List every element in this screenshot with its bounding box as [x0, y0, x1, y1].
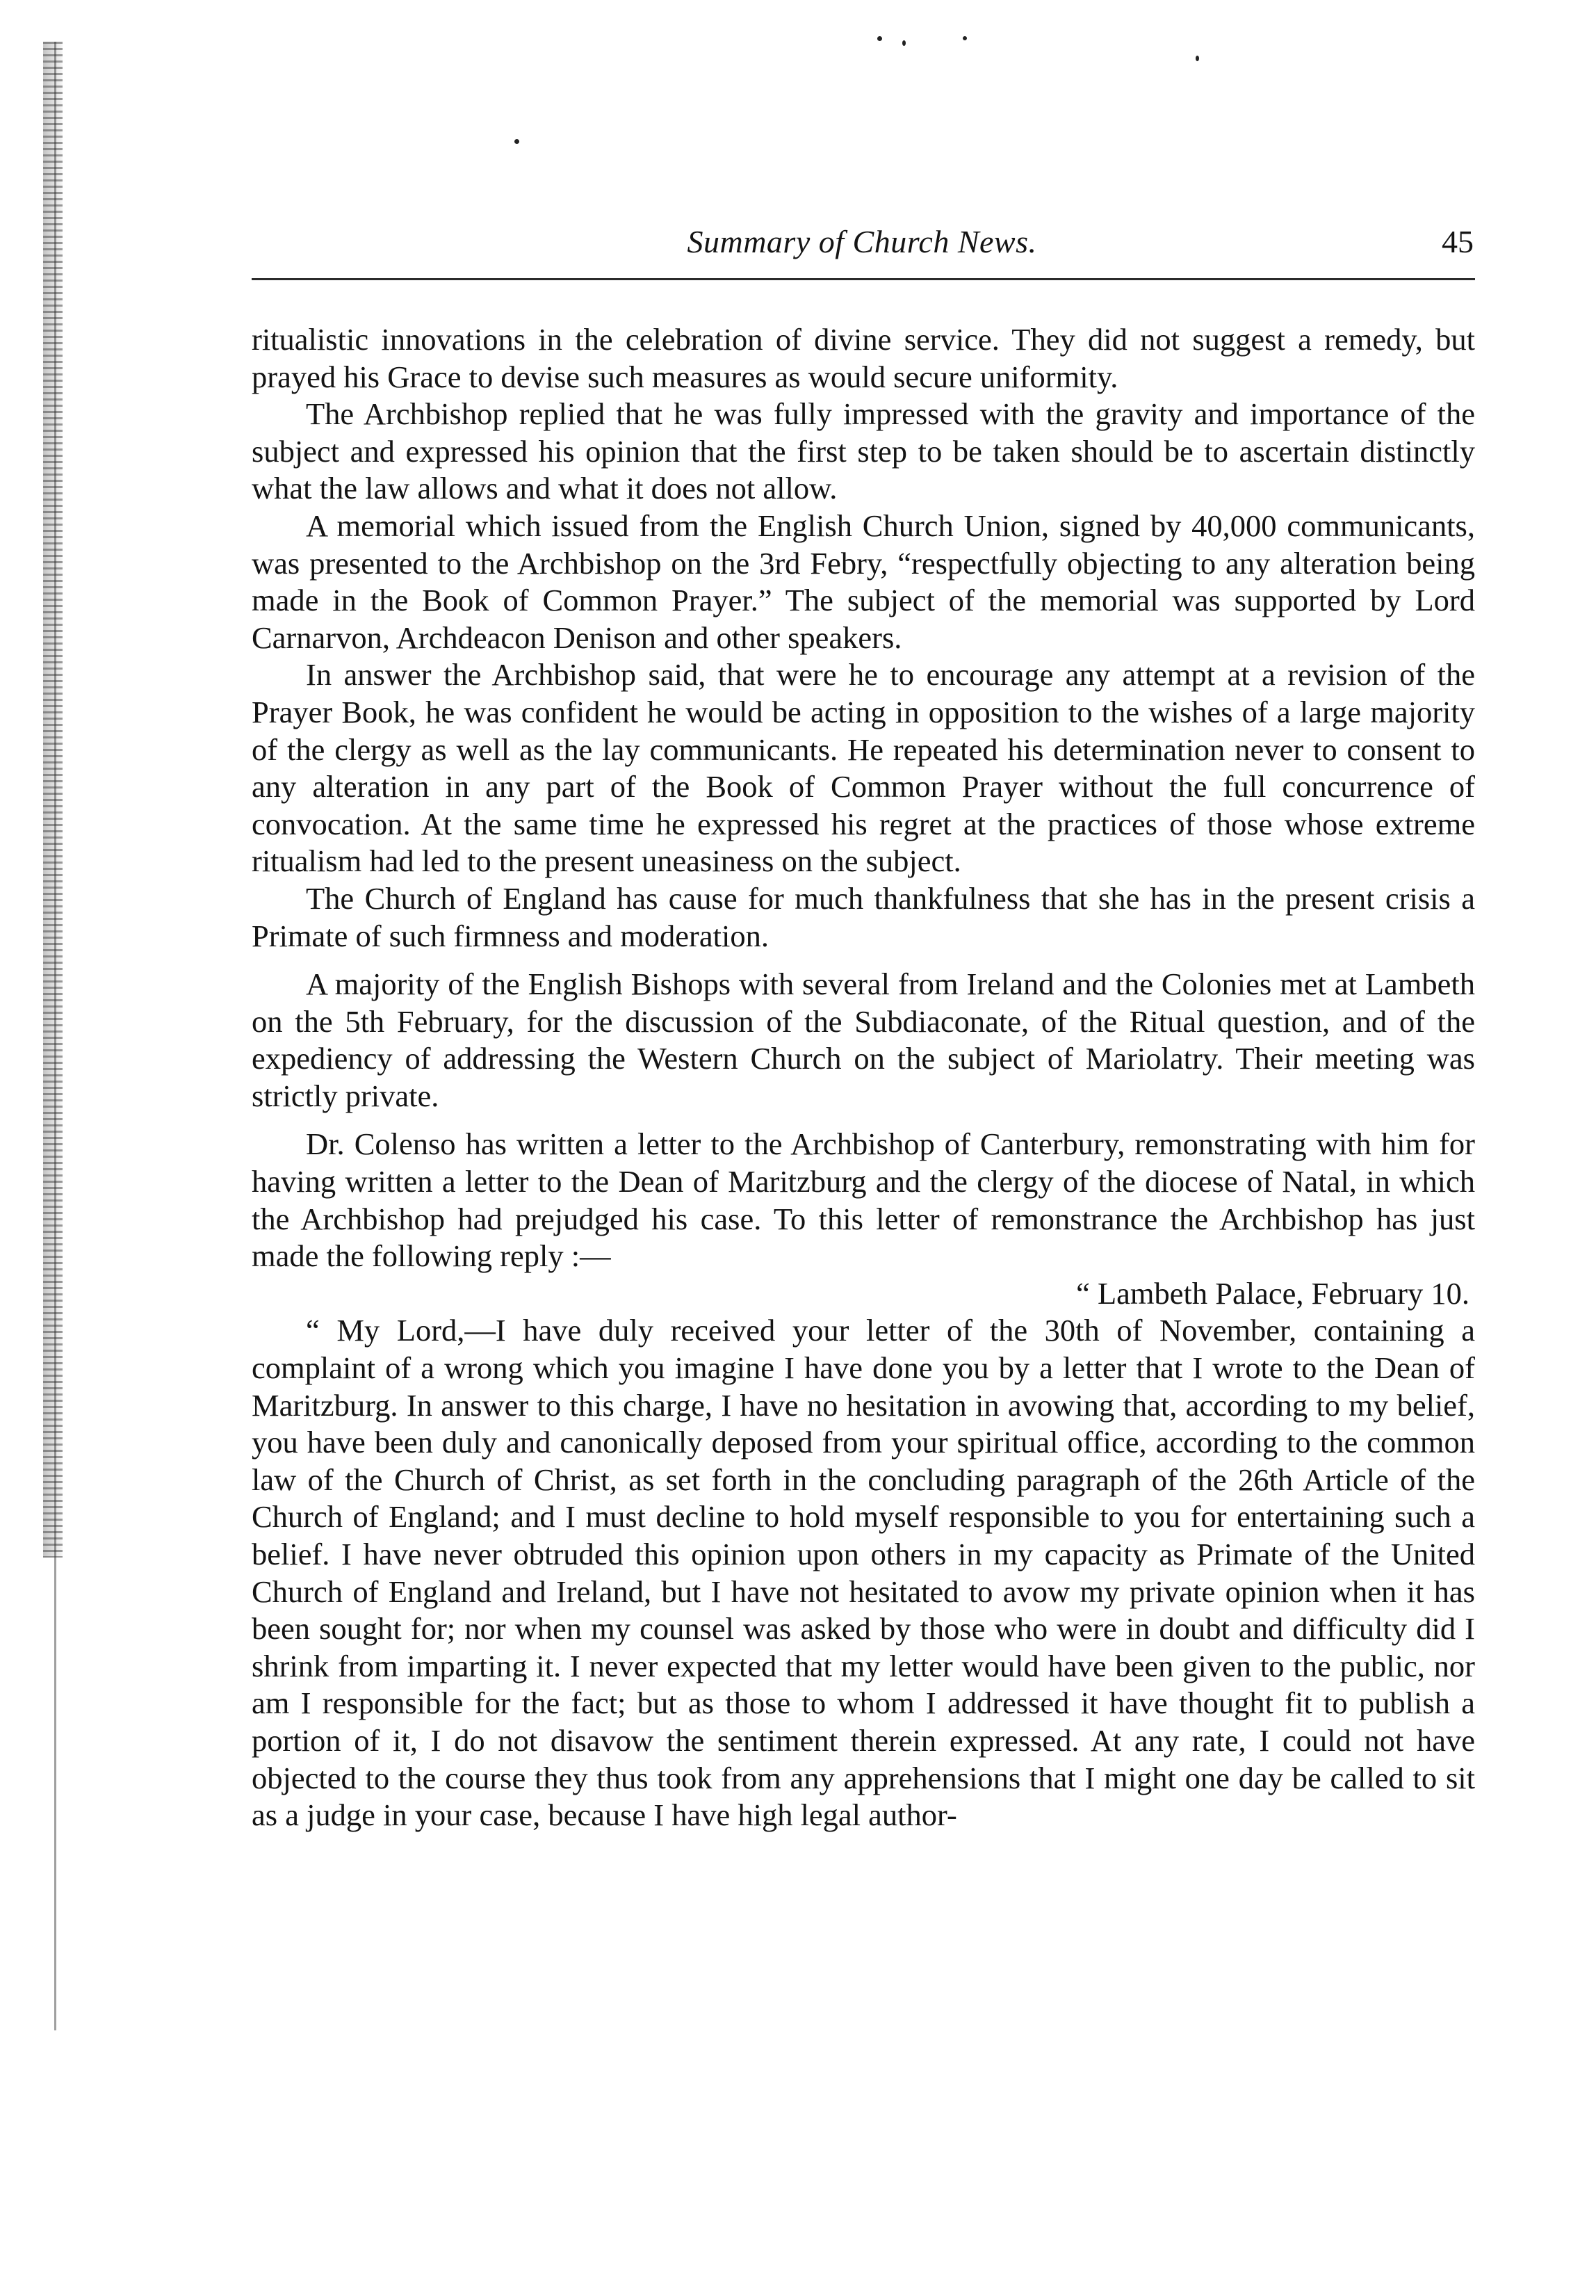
paragraph-memorial: A memorial which issued from the English Church Union, signed by 40,000 communicants, was presented to the Archbishop on the 3rd Febry, “respectfully objecting to any alteration being made in the Book of Common Prayer.” The subject of the memorial was supported by Lord Carnarvon, Archdeacon Denison and other speakers.	[252, 508, 1475, 655]
ink-speck	[963, 36, 967, 40]
paragraph-colenso: Dr. Colenso has written a letter to the Archbishop of Canterbury, remonstrating with him for having written a letter to the Dean of Maritzburg and the clergy of the diocese of Natal, in which the Archbishop had prejudged his case. To this letter of remonstrance the Archbishop has just made the following reply :—	[252, 1126, 1475, 1274]
header-rule	[252, 278, 1475, 280]
ink-speck	[1196, 56, 1199, 61]
article-body	[252, 321, 1475, 1834]
paragraph-thankfulness: The Church of England has cause for much thankfulness that she has in the present crisis a Primate of such firmness and moderation.	[252, 880, 1475, 953]
ink-speck	[902, 40, 906, 46]
ink-speck	[877, 36, 882, 41]
letter-body: “ My Lord,—I have duly received your letter of the 30th of November, containing a complaint of a wrong which you imagine I have done you by a letter that I wrote to the Dean of Maritzburg. In answer to this charge, I have no hesitation in avowing that, according to my belief, you have been duly and canonically deposed from your spiritual office, according to the common law of the Church of Christ, as set forth in the concluding paragraph of the 26th Article of the Church of England; and I must decline to hold myself responsible to you for entertaining such a belief. I have never obtruded this opinion upon others in my capacity as Primate of the United Church of England and Ireland, but I have not hesitated to avow my private opinion when it has been sought for; nor when my counsel was asked by those who were in doubt and difficulty did I shrink from imparting it. I never expected that my letter would have been given to the public, nor am I responsible for the fact; but as those to whom I addressed it have thought fit to publish a portion of it, I do not disavow the sentiment therein expressed. At any rate, I could not have objected to the course they thus took from any apprehensions that I might one day be called to sit as a judge in your case, because I have high legal author-	[252, 1313, 1475, 1833]
paragraph-ritualistic: ritualistic innovations in the celebration of divine service. They did not suggest a remedy, but prayed his Grace to devise such measures as would secure uniformity.	[252, 322, 1475, 394]
running-head	[250, 221, 1474, 263]
page-number: 45	[1442, 224, 1474, 259]
paragraph-answer: In answer the Archbishop said, that were he to encourage any attempt at a revision of the Prayer Book, he was confident he would be acting in opposition to the wishes of a large majority of the clergy as well as the lay communicants. He repeated his determination never to consent to any alteration in any part of the Book of Common Prayer without the full concurrence of convocation. At the same time he expressed his regret at the practices of those whose extreme ritualism had led to the present uneasiness on the subject.	[252, 657, 1475, 879]
paragraph-bishops-meeting: A majority of the English Bishops with several from Ireland and the Colonies met at Lambeth on the 5th February, for the discussion of the Subdiaconate, of the Ritual question, and of the expediency of addressing the Western Church on the subject of Mariolatry. Their meeting was strictly private.	[252, 967, 1475, 1113]
ink-speck	[514, 139, 519, 144]
running-title: Summary of Church News.	[687, 224, 1037, 259]
paragraph-archbishop-reply: The Archbishop replied that he was fully impressed with the gravity and importance of the subject and expressed his opinion that the first step to be taken should be to ascertain distinctly what the law allows and what it does not allow.	[252, 396, 1475, 506]
binding-edge	[43, 42, 63, 1558]
binding-line	[54, 42, 56, 2030]
letter-dateline: “ Lambeth Palace, February 10.	[1076, 1275, 1469, 1311]
